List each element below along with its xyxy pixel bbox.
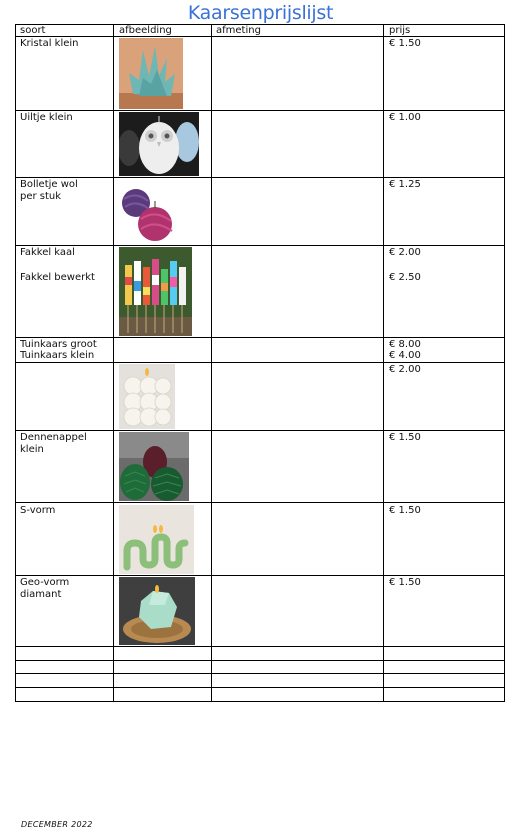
table-row-divider [15,110,504,111]
crystal-candle-image [119,38,183,109]
row-soort-secondary: Fakkel bewerkt [20,272,95,283]
row-prijs: € 1.50 [389,505,421,516]
table-row-divider [15,430,504,431]
table-row-divider [15,177,504,178]
row-soort: Fakkel kaal [20,247,75,258]
row-soort-secondary: Tuinkaars klein [20,350,95,361]
row-soort: Uiltje klein [20,112,73,123]
row-prijs: € 1.50 [389,38,421,49]
row-prijs: € 2.00 [389,364,421,375]
header-afmeting: afmeting [216,25,261,36]
page-title: Kaarsenprijslijst [187,2,334,24]
table-row-divider [15,687,504,688]
header-afbeelding: afbeelding [119,25,172,36]
row-prijs: € 8.00 [389,339,421,350]
table-col-divider-3 [383,24,384,702]
footer-date: DECEMBER 2022 [21,820,93,829]
header-soort: soort [20,25,46,36]
row-soort-text: Bolletje wol per stuk [20,179,78,202]
table-row-divider [15,660,504,661]
row-soort: Kristal klein [20,38,79,49]
table-row-divider [15,245,504,246]
table-row-divider [15,673,504,674]
table-col-divider-1 [113,24,114,702]
row-soort-text: Geo-vorm diamant [20,577,70,600]
row-soort: Tuinkaars groot [20,339,97,350]
row-soort [20,432,87,456]
row-prijs: € 1.50 [389,577,421,588]
pinecone-candle-image [119,432,189,501]
row-prijs: € 1.50 [389,432,421,443]
row-soort [20,179,78,203]
row-prijs: € 1.25 [389,179,421,190]
table-row-divider [15,502,504,503]
row-prijs-secondary: € 2.50 [389,272,421,283]
table-col-divider-2 [211,24,212,702]
table-border-bottom [15,701,504,702]
table-row-divider [15,646,504,647]
row-soort: S-vorm [20,505,56,516]
header-prijs: prijs [389,25,411,36]
geo-diamond-candle-image [119,577,195,645]
s-shape-candle-image [119,505,194,574]
owl-candle-image [119,112,199,176]
table-row-divider [15,337,504,338]
row-soort [20,577,69,601]
yarn-ball-candle-image [119,179,183,245]
row-soort-text: Dennenappel klein [20,432,87,455]
row-prijs: € 1.00 [389,112,421,123]
table-border-right [504,24,505,702]
torch-candle-image [119,247,192,336]
row-prijs: € 2.00 [389,247,421,258]
table-border-left [15,24,16,702]
table-row-divider [15,575,504,576]
bubble-cube-candle-image [119,364,175,429]
table-row-divider [15,362,504,363]
row-prijs-secondary: € 4.00 [389,350,421,361]
